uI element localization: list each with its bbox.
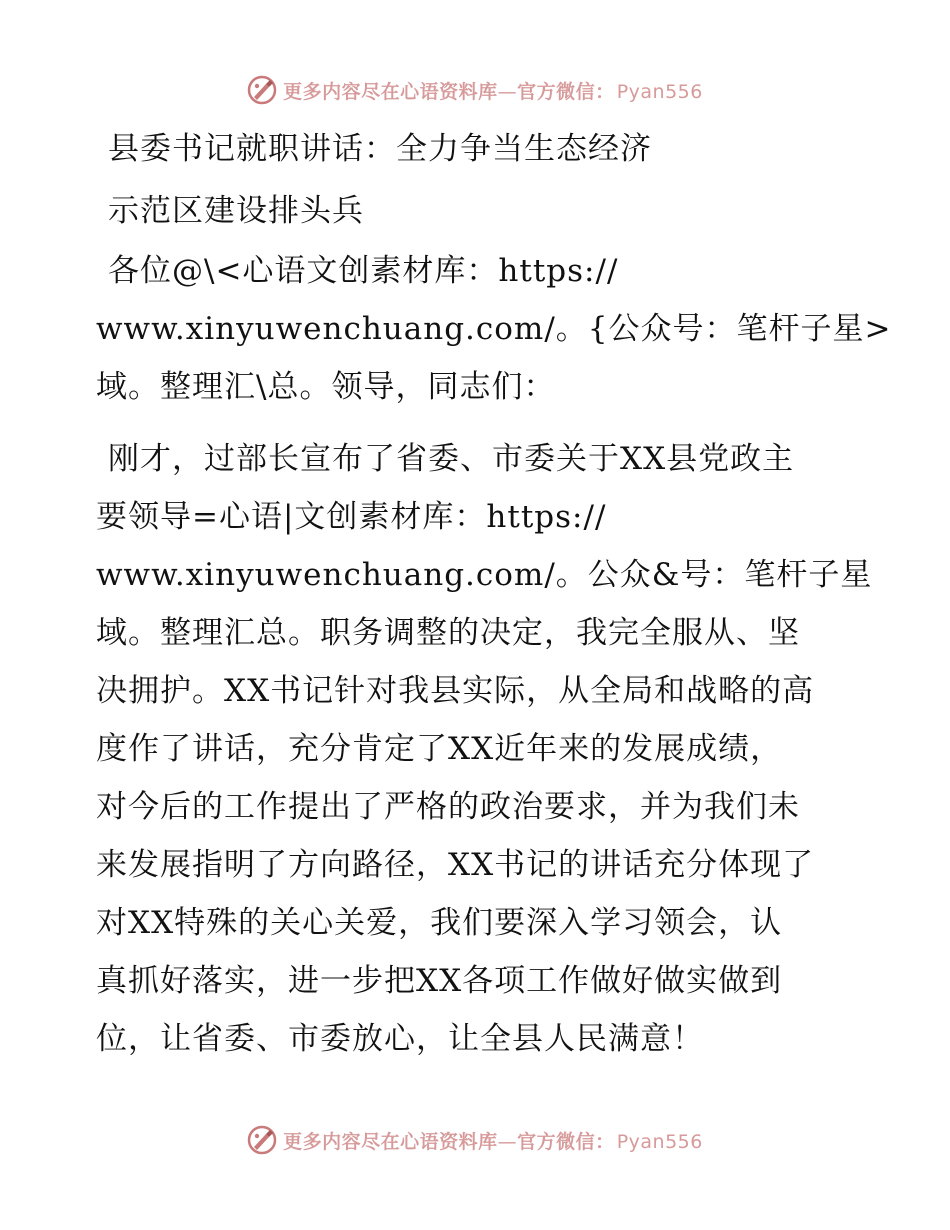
watermark-slogan: 更多内容尽在心语资料库 — [283, 80, 498, 103]
watermark-text — [283, 1127, 703, 1154]
body-line-9: 对XX特殊的关心关爱，我们要深入学习领会，认 — [96, 905, 783, 941]
paragraph-gap — [96, 416, 866, 430]
watermark-banner-top — [0, 70, 950, 110]
watermark-official-label: 官方微信： — [517, 1130, 615, 1153]
doc-title-line-2: 示范区建设排头兵 — [108, 193, 364, 229]
body-line-6: 度作了讲话，充分肯定了XX近年来的发展成绩， — [96, 731, 783, 767]
body-line-2: 要领导=心语|文创素材库：https:// — [96, 499, 607, 535]
body-line-5: 决拥护。XX书记针对我县实际，从全局和战略的高 — [96, 673, 815, 709]
watermark-account: Pyan556 — [616, 80, 703, 103]
body-line-3: www.xinyuwenchuang.com/。公众&号：笔杆子星 — [96, 557, 873, 593]
doc-title-line-1: 县委书记就职讲话：全力争当生态经济 — [108, 131, 652, 167]
pen-logo-icon — [247, 1125, 277, 1155]
watermark-slogan: 更多内容尽在心语资料库 — [283, 1130, 498, 1153]
body-line-11: 位，让省委、市委放心，让全县人民满意！ — [96, 1021, 704, 1057]
watermark-official-label: 官方微信： — [517, 80, 615, 103]
body-line-7: 对今后的工作提出了严格的政治要求，并为我们未 — [96, 789, 800, 825]
pen-logo-icon — [247, 75, 277, 105]
watermark-text — [283, 77, 703, 104]
greeting-line-3: 域。整理汇\总。领导，同志们： — [96, 369, 556, 405]
body-line-8: 来发展指明了方向路径，XX书记的讲话充分体现了 — [96, 847, 815, 883]
body-line-4: 域。整理汇总。职务调整的决定，我完全服从、坚 — [96, 615, 800, 651]
body-line-1: 刚才，过部长宣布了省委、市委关于XX县党政主 — [108, 441, 795, 477]
document-body — [96, 118, 892, 1068]
watermark-account: Pyan556 — [616, 1130, 703, 1153]
greeting-line-1: 各位@\<心语文创素材库：https:// — [108, 253, 619, 289]
watermark-separator: — — [497, 1130, 518, 1153]
watermark-separator: — — [497, 80, 518, 103]
watermark-banner-bottom — [0, 1120, 950, 1160]
greeting-line-2: www.xinyuwenchuang.com/。{公众号：笔杆子星> — [96, 311, 892, 347]
body-line-10: 真抓好落实，进一步把XX各项工作做好做实做到 — [96, 963, 783, 999]
